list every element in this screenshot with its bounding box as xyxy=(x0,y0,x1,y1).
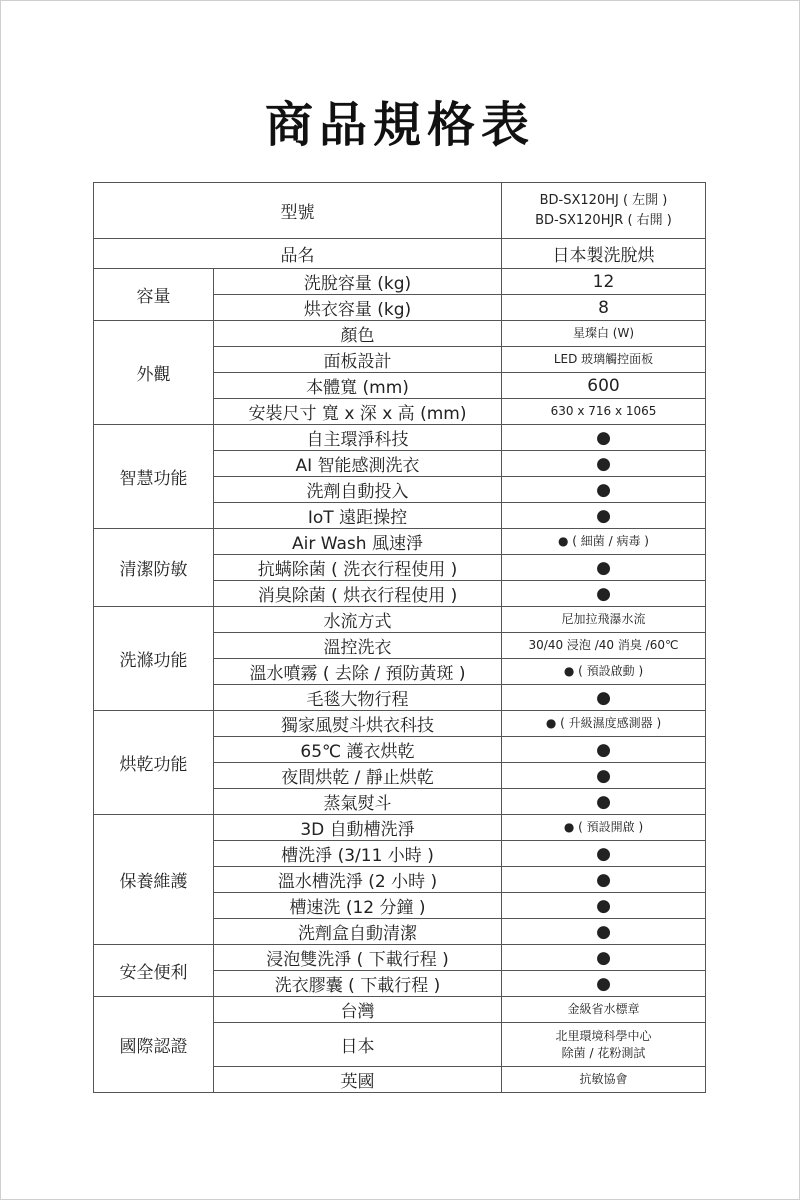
category-cell: 烘乾功能 xyxy=(94,711,214,815)
model-label: 型號 xyxy=(94,183,502,239)
product-name-row xyxy=(94,239,706,269)
spec-value: ● xyxy=(502,425,706,451)
table-row xyxy=(94,711,706,737)
spec-value: 12 xyxy=(502,269,706,295)
spec-item: 面板設計 xyxy=(214,347,502,373)
category-cell: 保養維護 xyxy=(94,815,214,945)
table-row xyxy=(94,529,706,555)
spec-value: ● xyxy=(502,685,706,711)
spec-item: 洗衣膠囊 ( 下載行程 ) xyxy=(214,971,502,997)
spec-value: ● xyxy=(502,503,706,529)
spec-item: 洗脫容量 (kg) xyxy=(214,269,502,295)
spec-value: 尼加拉飛瀑水流 xyxy=(502,607,706,633)
spec-value xyxy=(502,1023,706,1067)
spec-item: 溫控洗衣 xyxy=(214,633,502,659)
spec-value: ● xyxy=(502,581,706,607)
spec-value: ● xyxy=(502,451,706,477)
spec-value: 600 xyxy=(502,373,706,399)
spec-item: 溫水槽洗淨 (2 小時 ) xyxy=(214,867,502,893)
category-cell: 安全便利 xyxy=(94,945,214,997)
spec-item: 浸泡雙洗淨 ( 下載行程 ) xyxy=(214,945,502,971)
spec-value: ● xyxy=(502,971,706,997)
category-cell: 洗滌功能 xyxy=(94,607,214,711)
spec-item: 英國 xyxy=(214,1067,502,1093)
spec-item: 水流方式 xyxy=(214,607,502,633)
spec-item: 日本 xyxy=(214,1023,502,1067)
spec-value: ● xyxy=(502,737,706,763)
model-row xyxy=(94,183,706,239)
category-cell: 外觀 xyxy=(94,321,214,425)
spec-item: 槽洗淨 (3/11 小時 ) xyxy=(214,841,502,867)
spec-table xyxy=(93,182,706,1093)
spec-item: 槽速洗 (12 分鐘 ) xyxy=(214,893,502,919)
spec-value: 抗敏協會 xyxy=(502,1067,706,1093)
spec-item: 3D 自動槽洗淨 xyxy=(214,815,502,841)
spec-value-line: 除菌 / 花粉測試 xyxy=(561,1045,646,1060)
spec-item: 自主環淨科技 xyxy=(214,425,502,451)
spec-item: Air Wash 風速淨 xyxy=(214,529,502,555)
table-row xyxy=(94,997,706,1023)
table-row xyxy=(94,607,706,633)
table-row xyxy=(94,269,706,295)
spec-value: ● xyxy=(502,867,706,893)
spec-value: ● ( 細菌 / 病毒 ) xyxy=(502,529,706,555)
spec-item: 毛毯大物行程 xyxy=(214,685,502,711)
table-row xyxy=(94,425,706,451)
spec-item: 台灣 xyxy=(214,997,502,1023)
spec-item: 65℃ 護衣烘乾 xyxy=(214,737,502,763)
spec-value: ● xyxy=(502,555,706,581)
table-row xyxy=(94,945,706,971)
spec-value: ● ( 預設開啟 ) xyxy=(502,815,706,841)
page-title: 商品規格表 xyxy=(264,97,535,153)
table-row xyxy=(94,321,706,347)
spec-item: 本體寬 (mm) xyxy=(214,373,502,399)
spec-value: ● xyxy=(502,945,706,971)
spec-value: ● xyxy=(502,477,706,503)
spec-value-line: 北里環境科學中心 xyxy=(555,1028,652,1043)
spec-value: ● ( 預設啟動 ) xyxy=(502,659,706,685)
spec-value: 8 xyxy=(502,295,706,321)
category-cell: 清潔防敏 xyxy=(94,529,214,607)
category-cell: 國際認證 xyxy=(94,997,214,1093)
spec-item: 烘衣容量 (kg) xyxy=(214,295,502,321)
spec-value: ● xyxy=(502,841,706,867)
spec-value: ● xyxy=(502,789,706,815)
spec-item: 洗劑自動投入 xyxy=(214,477,502,503)
spec-item: 洗劑盒自動清潔 xyxy=(214,919,502,945)
spec-value: 金級省水標章 xyxy=(502,997,706,1023)
spec-item: AI 智能感測洗衣 xyxy=(214,451,502,477)
category-cell: 容量 xyxy=(94,269,214,321)
spec-value: ● xyxy=(502,763,706,789)
table-row xyxy=(94,815,706,841)
spec-value: ● xyxy=(502,893,706,919)
model-value-left: BD-SX120HJ ( 左開 ) xyxy=(539,192,668,208)
product-name-value: 日本製洗脫烘 xyxy=(502,239,706,269)
spec-item: IoT 遠距操控 xyxy=(214,503,502,529)
spec-item: 抗螨除菌 ( 洗衣行程使用 ) xyxy=(214,555,502,581)
category-cell: 智慧功能 xyxy=(94,425,214,529)
spec-item: 溫水噴霧 ( 去除 / 預防黃斑 ) xyxy=(214,659,502,685)
spec-value: ● xyxy=(502,919,706,945)
model-value-right: BD-SX120HJR ( 右開 ) xyxy=(535,212,672,228)
spec-item: 獨家風熨斗烘衣科技 xyxy=(214,711,502,737)
spec-item: 消臭除菌 ( 烘衣行程使用 ) xyxy=(214,581,502,607)
product-name-label: 品名 xyxy=(94,239,502,269)
model-values xyxy=(502,183,706,239)
spec-item: 夜間烘乾 / 靜止烘乾 xyxy=(214,763,502,789)
spec-value: ● ( 升級濕度感測器 ) xyxy=(502,711,706,737)
spec-item: 安裝尺寸 寬 x 深 x 高 (mm) xyxy=(214,399,502,425)
spec-item: 顏色 xyxy=(214,321,502,347)
spec-value: 30/40 浸泡 /40 消臭 /60℃ xyxy=(502,633,706,659)
spec-value: 630 x 716 x 1065 xyxy=(502,399,706,425)
spec-item: 蒸氣熨斗 xyxy=(214,789,502,815)
spec-value: LED 玻璃觸控面板 xyxy=(502,347,706,373)
spec-value: 星璨白 (W) xyxy=(502,321,706,347)
